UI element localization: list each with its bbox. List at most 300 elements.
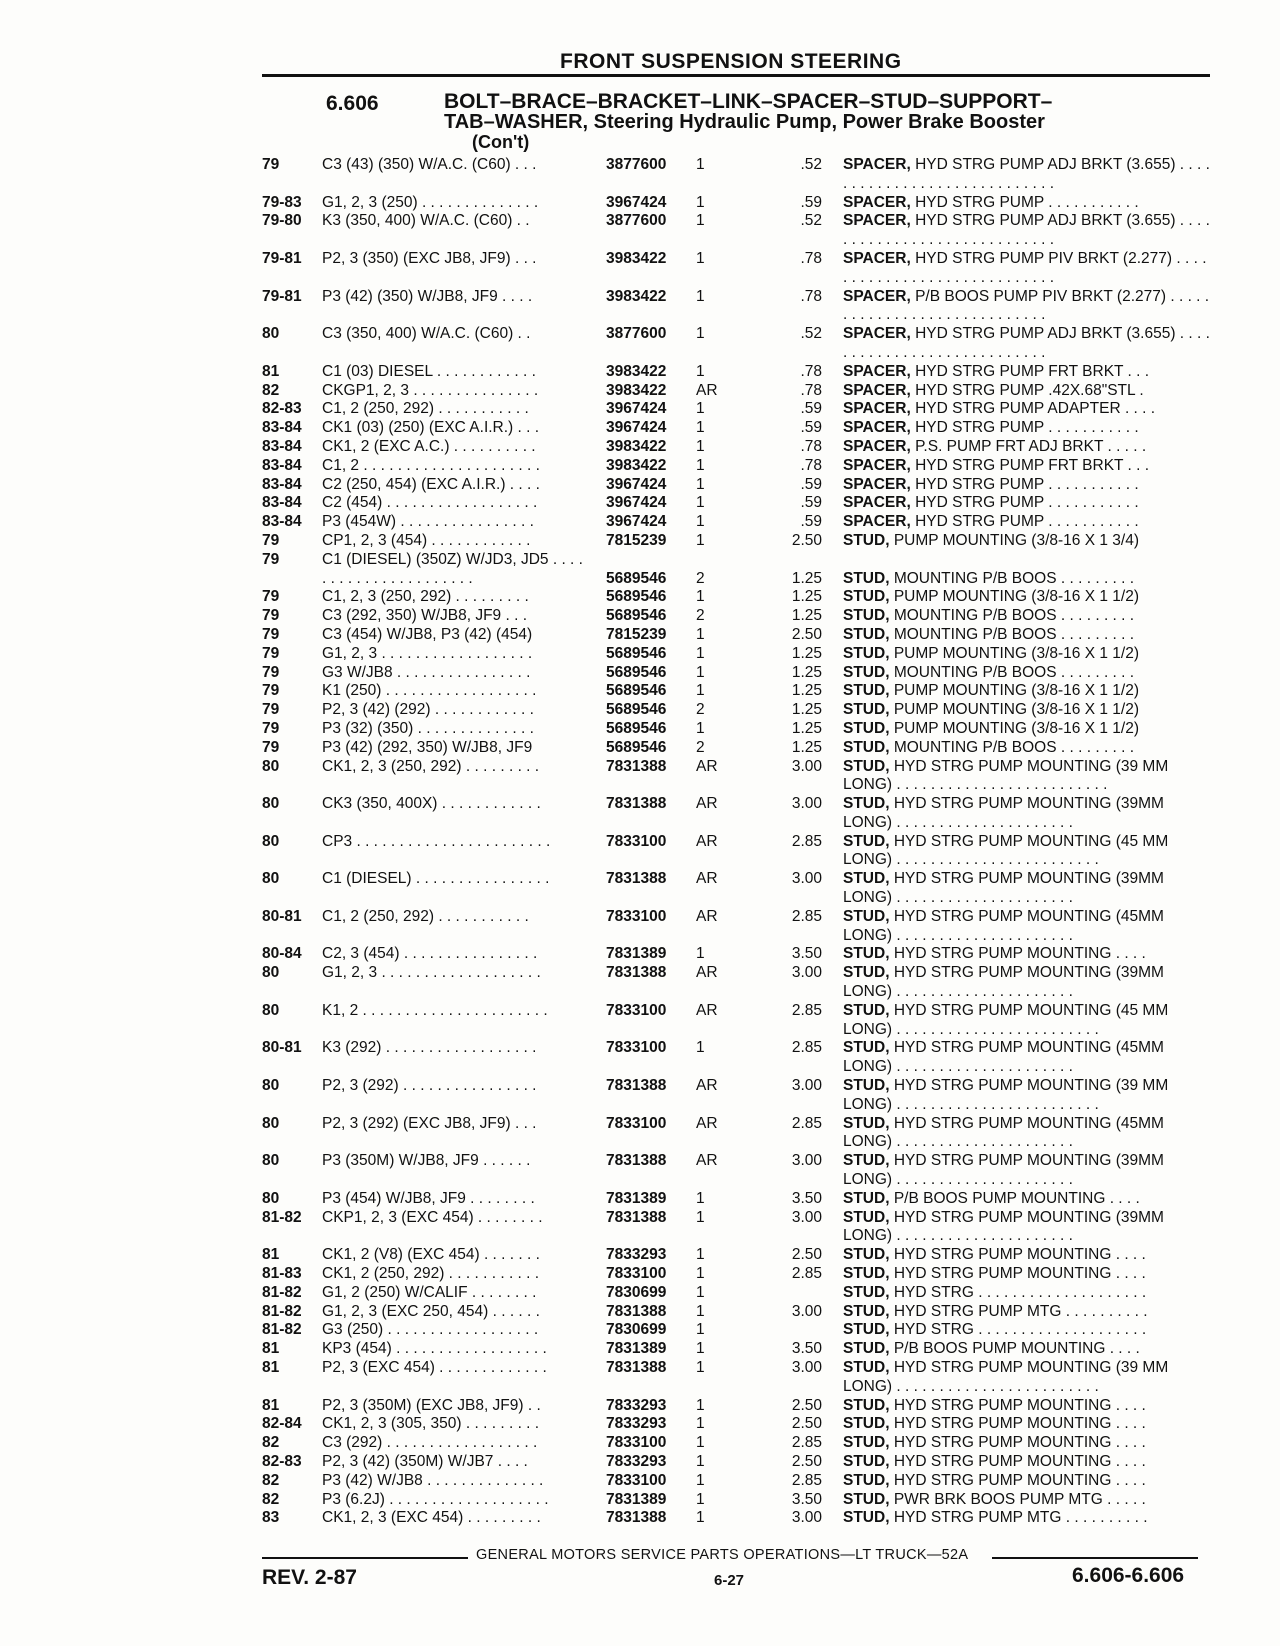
page-title: FRONT SUSPENSION STEERING <box>560 50 902 73</box>
row-part-number: 5689546 <box>606 644 667 662</box>
row-quantity: 1 <box>696 1302 705 1320</box>
row-description <box>843 739 1211 758</box>
row-item-name: STUD, <box>843 1152 890 1170</box>
row-years: 82-84 <box>262 1415 302 1433</box>
row-description <box>843 1303 1211 1322</box>
table-row <box>0 1415 1280 1434</box>
row-price: .78 <box>800 456 822 474</box>
table-row <box>0 457 1280 476</box>
row-quantity: 1 <box>696 682 705 700</box>
section-number: 6.606 <box>326 92 379 115</box>
row-item-name: STUD, <box>843 719 890 737</box>
row-application: G3 W/JB8 . . . . . . . . . . . . . . . . <box>322 663 531 681</box>
table-row <box>0 382 1280 401</box>
row-quantity: AR <box>696 870 718 888</box>
row-part-number: 3983422 <box>606 456 667 474</box>
row-quantity: 1 <box>696 531 705 549</box>
row-item-detail: HYD STRG PUMP MOUNTING . . . . <box>893 1415 1146 1433</box>
row-description <box>843 212 1211 250</box>
row-description <box>843 1491 1211 1510</box>
row-years: 81-82 <box>262 1283 302 1301</box>
row-description <box>843 363 1211 382</box>
row-part-number: 7833100 <box>606 832 667 850</box>
section-title <box>444 92 1204 152</box>
row-quantity: AR <box>696 907 718 925</box>
table-row <box>0 1434 1280 1453</box>
row-quantity: 1 <box>696 475 705 493</box>
row-description <box>843 870 1211 908</box>
row-quantity: 1 <box>696 1189 705 1207</box>
row-description <box>843 1265 1211 1284</box>
row-item-detail: HYD STRG PUMP MOUNTING (39MM LONG) . . . . . . . . . . . . . . . . . . . . . <box>843 1152 1164 1189</box>
row-item-name: STUD, <box>843 964 890 982</box>
row-price: 2.85 <box>791 907 822 925</box>
row-description <box>843 1397 1211 1416</box>
row-price: 3.50 <box>791 945 822 963</box>
row-application: C1 (DIESEL) . . . . . . . . . . . . . . . . <box>322 870 550 888</box>
row-item-detail: HYD STRG PUMP PIV BRKT (2.277) . . . . . . . . . . . . . . . . . . . . . . . . . . . . . <box>843 249 1207 286</box>
row-quantity: 1 <box>696 719 705 737</box>
row-description <box>843 1340 1211 1359</box>
row-part-number: 3967424 <box>606 419 667 437</box>
row-price: 2.50 <box>791 625 822 643</box>
row-price: 3.00 <box>791 1302 822 1320</box>
table-row <box>0 1340 1280 1359</box>
row-description <box>843 682 1211 701</box>
row-years: 79 <box>262 719 280 737</box>
row-item-detail: P.S. PUMP FRT ADJ BRKT . . . . . <box>915 437 1147 455</box>
row-item-name: STUD, <box>843 1039 890 1057</box>
row-quantity: 2 <box>696 738 705 756</box>
row-price: 1.25 <box>791 644 822 662</box>
footer-publisher: GENERAL MOTORS SERVICE PARTS OPERATIONS—LT TRUCK—52A <box>476 1547 969 1563</box>
row-item-name: STUD, <box>843 701 890 719</box>
row-quantity: 1 <box>696 437 705 455</box>
table-row <box>0 1359 1280 1397</box>
row-application: K3 (292) . . . . . . . . . . . . . . . . . . <box>322 1039 537 1057</box>
row-application: C1, 2 (250, 292) . . . . . . . . . . . <box>322 400 529 418</box>
row-item-name: STUD, <box>843 1452 890 1470</box>
row-years: 80 <box>262 832 280 850</box>
row-item-detail: PUMP MOUNTING (3/8-16 X 1 1/2) <box>893 719 1140 737</box>
row-price: 2.50 <box>791 1246 822 1264</box>
row-item-name: STUD, <box>843 588 890 606</box>
row-part-number: 7831388 <box>606 870 667 888</box>
row-item-name: SPACER, <box>843 325 911 343</box>
row-description <box>843 1152 1211 1190</box>
table-row <box>0 513 1280 532</box>
table-row <box>0 194 1280 213</box>
row-item-detail: HYD STRG PUMP FRT BRKT . . . <box>915 362 1150 380</box>
row-description <box>843 513 1211 532</box>
row-application: C2 (250, 454) (EXC A.I.R.) . . . . <box>322 475 540 493</box>
row-price: 2.85 <box>791 832 822 850</box>
row-application: C3 (43) (350) W/A.C. (C60) . . . <box>322 156 537 173</box>
row-item-detail: HYD STRG PUMP ADAPTER . . . . <box>915 400 1156 418</box>
table-row <box>0 438 1280 457</box>
row-application: CK1, 2 (V8) (EXC 454) . . . . . . . <box>322 1246 540 1264</box>
row-description <box>843 1509 1211 1528</box>
row-part-number: 7831389 <box>606 1189 667 1207</box>
row-quantity: AR <box>696 1152 718 1170</box>
row-application: K1 (250) . . . . . . . . . . . . . . . . . . <box>322 682 537 700</box>
row-description <box>843 400 1211 419</box>
row-item-name: STUD, <box>843 1246 890 1264</box>
row-item-name: SPACER, <box>843 419 911 437</box>
row-part-number: 3877600 <box>606 325 667 343</box>
row-description <box>843 758 1211 796</box>
table-row <box>0 419 1280 438</box>
row-quantity: 1 <box>696 1246 705 1264</box>
table-row <box>0 1077 1280 1115</box>
row-price: 2.85 <box>791 1434 822 1452</box>
row-item-name: STUD, <box>843 1077 890 1095</box>
row-part-number: 7831388 <box>606 1208 667 1226</box>
row-price: 3.50 <box>791 1340 822 1358</box>
row-price: 3.00 <box>791 1509 822 1527</box>
row-part-number: 7831389 <box>606 945 667 963</box>
row-quantity: AR <box>696 1001 718 1019</box>
table-row <box>0 156 1280 194</box>
row-price: .78 <box>800 287 822 305</box>
row-application: CK1, 2, 3 (EXC 454) . . . . . . . . . <box>322 1509 541 1527</box>
row-item-detail: PUMP MOUNTING (3/8-16 X 1 3/4) <box>893 531 1140 549</box>
table-row <box>0 1209 1280 1247</box>
row-item-detail: HYD STRG PUMP MOUNTING (39 MM LONG) . . . . . . . . . . . . . . . . . . . . . . . . . <box>843 757 1169 794</box>
row-quantity: 1 <box>696 1283 705 1301</box>
row-quantity: 1 <box>696 513 705 531</box>
row-part-number: 5689546 <box>606 569 667 587</box>
row-part-number: 7833100 <box>606 1434 667 1452</box>
row-price: .59 <box>800 400 822 418</box>
row-application: P3 (454W) . . . . . . . . . . . . . . . . <box>322 513 534 531</box>
row-years: 83-84 <box>262 437 302 455</box>
row-years: 79-81 <box>262 287 302 305</box>
row-quantity: 1 <box>696 325 705 343</box>
table-row <box>0 626 1280 645</box>
row-years: 80 <box>262 1001 280 1019</box>
row-item-detail: HYD STRG . . . . . . . . . . . . . . . . . . . . <box>893 1283 1147 1301</box>
row-part-number: 7833100 <box>606 1114 667 1132</box>
row-description <box>843 1359 1211 1397</box>
row-part-number: 5689546 <box>606 738 667 756</box>
row-part-number: 7833293 <box>606 1415 667 1433</box>
row-item-detail: HYD STRG PUMP . . . . . . . . . . . <box>915 494 1139 512</box>
row-quantity: 1 <box>696 212 705 230</box>
table-row <box>0 250 1280 288</box>
table-row <box>0 494 1280 513</box>
row-part-number: 3967424 <box>606 400 667 418</box>
table-row <box>0 758 1280 796</box>
table-row <box>0 1397 1280 1416</box>
row-item-detail: HYD STRG PUMP MOUNTING . . . . <box>893 1246 1146 1264</box>
row-part-number: 5689546 <box>606 682 667 700</box>
row-years: 80 <box>262 325 280 343</box>
row-price: .78 <box>800 381 822 399</box>
row-item-name: STUD, <box>843 1321 890 1339</box>
row-item-name: STUD, <box>843 625 890 643</box>
row-part-number: 5689546 <box>606 663 667 681</box>
row-price: 2.85 <box>791 1114 822 1132</box>
row-years: 80 <box>262 1189 280 1207</box>
row-price: 3.00 <box>791 795 822 813</box>
row-description <box>843 1115 1211 1153</box>
row-quantity: AR <box>696 381 718 399</box>
row-price: 2.50 <box>791 1452 822 1470</box>
row-price: 3.00 <box>791 1152 822 1170</box>
row-item-detail: HYD STRG PUMP . . . . . . . . . . . <box>915 475 1139 493</box>
row-part-number: 7830699 <box>606 1283 667 1301</box>
section-title-line3: (Con't) <box>472 132 530 152</box>
row-item-name: STUD, <box>843 1283 890 1301</box>
row-description <box>843 908 1211 946</box>
row-part-number: 3983422 <box>606 362 667 380</box>
row-quantity: 1 <box>696 156 705 173</box>
row-application: G3 (250) . . . . . . . . . . . . . . . . . . <box>322 1321 539 1339</box>
row-quantity: 1 <box>696 1509 705 1527</box>
row-item-name: SPACER, <box>843 249 911 267</box>
row-description <box>843 1284 1211 1303</box>
table-row <box>0 1190 1280 1209</box>
table-row <box>0 870 1280 908</box>
row-description <box>843 1209 1211 1247</box>
table-row <box>0 664 1280 683</box>
row-quantity: 1 <box>696 945 705 963</box>
section-title-line1: BOLT–BRACE–BRACKET–LINK–SPACER–STUD–SUPPORT– <box>444 90 1053 113</box>
row-price: 2.50 <box>791 1415 822 1433</box>
row-part-number: 5689546 <box>606 701 667 719</box>
row-years: 80 <box>262 1077 280 1095</box>
row-item-detail: MOUNTING P/B BOOS . . . . . . . . . <box>893 663 1135 681</box>
row-application: P3 (454) W/JB8, JF9 . . . . . . . . <box>322 1189 535 1207</box>
row-application: C2, 3 (454) . . . . . . . . . . . . . . . . <box>322 945 538 963</box>
row-item-detail: HYD STRG PUMP MOUNTING (45 MM LONG) . . . . . . . . . . . . . . . . . . . . . . . . <box>843 1001 1169 1038</box>
row-quantity: 1 <box>696 1265 705 1283</box>
row-item-name: SPACER, <box>843 494 911 512</box>
row-years: 80 <box>262 964 280 982</box>
row-item-detail: PWR BRK BOOS PUMP MTG . . . . . <box>893 1490 1146 1508</box>
row-price: 3.00 <box>791 870 822 888</box>
row-years: 80 <box>262 795 280 813</box>
row-description <box>843 720 1211 739</box>
row-item-name: SPACER, <box>843 475 911 493</box>
table-row <box>0 1115 1280 1153</box>
table-row <box>0 720 1280 739</box>
row-quantity: 1 <box>696 1340 705 1358</box>
row-description <box>843 1434 1211 1453</box>
row-description <box>843 570 1211 589</box>
row-item-name: STUD, <box>843 870 890 888</box>
row-item-detail: MOUNTING P/B BOOS . . . . . . . . . <box>893 625 1135 643</box>
row-description <box>843 833 1211 871</box>
row-item-name: STUD, <box>843 1434 890 1452</box>
row-item-detail: HYD STRG PUMP MOUNTING . . . . <box>893 1471 1146 1489</box>
row-years: 79 <box>262 625 280 643</box>
row-price: 1.25 <box>791 738 822 756</box>
table-row <box>0 1491 1280 1510</box>
row-part-number: 7831388 <box>606 1359 667 1376</box>
row-application: P3 (42) W/JB8 . . . . . . . . . . . . . . <box>322 1471 544 1489</box>
row-years: 83 <box>262 1509 280 1527</box>
table-row <box>0 1002 1280 1040</box>
row-description <box>843 382 1211 401</box>
row-part-number: 7831388 <box>606 1509 667 1527</box>
row-quantity: 1 <box>696 456 705 474</box>
row-years: 83-84 <box>262 475 302 493</box>
row-item-name: SPACER, <box>843 456 911 474</box>
row-quantity: AR <box>696 1114 718 1132</box>
row-price: 2.50 <box>791 1396 822 1414</box>
table-row <box>0 325 1280 363</box>
row-item-detail: HYD STRG PUMP ADJ BRKT (3.655) . . . . . . . . . . . . . . . . . . . . . . . . . . . . <box>843 325 1210 361</box>
row-item-name: SPACER, <box>843 287 911 305</box>
row-item-detail: HYD STRG PUMP . . . . . . . . . . . <box>915 193 1139 211</box>
row-description <box>843 457 1211 476</box>
row-application: C1, 2, 3 (250, 292) . . . . . . . . . <box>322 588 529 606</box>
row-item-name: STUD, <box>843 1490 890 1508</box>
row-item-name: STUD, <box>843 644 890 662</box>
row-part-number: 7833293 <box>606 1452 667 1470</box>
row-part-number: 7833100 <box>606 1471 667 1489</box>
row-application: G1, 2 (250) W/CALIF . . . . . . . . <box>322 1283 537 1301</box>
row-application: K3 (350, 400) W/A.C. (C60) . . <box>322 212 530 230</box>
row-application: CK1, 2, 3 (305, 350) . . . . . . . . . <box>322 1415 540 1433</box>
row-price: .52 <box>800 325 822 343</box>
row-application: CP3 . . . . . . . . . . . . . . . . . . . . . . . <box>322 832 551 850</box>
row-part-number: 7833100 <box>606 1039 667 1057</box>
row-item-detail: MOUNTING P/B BOOS . . . . . . . . . <box>893 738 1135 756</box>
row-years: 81 <box>262 362 280 380</box>
row-item-name: SPACER, <box>843 156 911 173</box>
row-item-name: SPACER, <box>843 400 911 418</box>
row-part-number: 7833100 <box>606 1001 667 1019</box>
row-price: 1.25 <box>791 588 822 606</box>
row-quantity: 1 <box>696 494 705 512</box>
table-row <box>0 1509 1280 1528</box>
row-application: P2, 3 (292) . . . . . . . . . . . . . . . . <box>322 1077 537 1095</box>
row-part-number: 7831388 <box>606 964 667 982</box>
row-application: P3 (6.2J) . . . . . . . . . . . . . . . . . . . <box>322 1490 549 1508</box>
row-application: P3 (42) (292, 350) W/JB8, JF9 <box>322 738 533 756</box>
table-row <box>0 1152 1280 1190</box>
table-row <box>0 833 1280 871</box>
row-item-name: STUD, <box>843 1359 890 1376</box>
row-item-name: STUD, <box>843 832 890 850</box>
row-item-detail: PUMP MOUNTING (3/8-16 X 1 1/2) <box>893 644 1140 662</box>
row-item-detail: HYD STRG PUMP MOUNTING (45MM LONG) . . . . . . . . . . . . . . . . . . . . . <box>843 907 1164 944</box>
row-years: 79 <box>262 682 280 700</box>
row-quantity: 1 <box>696 1452 705 1470</box>
row-item-detail: PUMP MOUNTING (3/8-16 X 1 1/2) <box>893 682 1140 700</box>
row-part-number: 5689546 <box>606 719 667 737</box>
row-years: 82 <box>262 1490 280 1508</box>
row-description <box>843 494 1211 513</box>
row-part-number: 3967424 <box>606 475 667 493</box>
row-years: 80 <box>262 1152 280 1170</box>
row-description <box>843 607 1211 626</box>
row-part-number: 7831388 <box>606 1302 667 1320</box>
row-description <box>843 325 1211 363</box>
row-price: 1.25 <box>791 682 822 700</box>
row-item-detail: HYD STRG PUMP .42X.68"STL . <box>915 381 1144 399</box>
row-quantity: 1 <box>696 1039 705 1057</box>
row-application: C3 (350, 400) W/A.C. (C60) . . <box>322 325 531 343</box>
row-part-number: 7833100 <box>606 1265 667 1283</box>
row-part-number: 7833100 <box>606 907 667 925</box>
row-part-number: 3983422 <box>606 381 667 399</box>
row-years: 80-81 <box>262 907 302 925</box>
table-row <box>0 945 1280 964</box>
row-years: 83-84 <box>262 419 302 437</box>
row-application: P3 (350M) W/JB8, JF9 . . . . . . <box>322 1152 531 1170</box>
row-quantity: 1 <box>696 193 705 211</box>
row-application: CK1, 2 (250, 292) . . . . . . . . . . . <box>322 1265 540 1283</box>
row-application: CKGP1, 2, 3 . . . . . . . . . . . . . . . <box>322 381 539 399</box>
row-item-name: SPACER, <box>843 212 911 230</box>
table-row <box>0 1265 1280 1284</box>
row-application: P2, 3 (42) (292) . . . . . . . . . . . . <box>322 701 534 719</box>
row-years: 79-80 <box>262 212 302 230</box>
row-quantity: 1 <box>696 1415 705 1433</box>
table-row <box>0 795 1280 833</box>
row-price: .78 <box>800 362 822 380</box>
row-item-name: STUD, <box>843 907 890 925</box>
revision-label: REV. 2-87 <box>262 1566 357 1589</box>
table-row <box>0 701 1280 720</box>
row-years: 82-83 <box>262 400 302 418</box>
top-rule <box>262 74 1210 77</box>
row-years: 80 <box>262 757 280 775</box>
table-row <box>0 739 1280 758</box>
footer-rule-left <box>262 1557 468 1559</box>
row-part-number: 7830699 <box>606 1321 667 1339</box>
row-quantity: 1 <box>696 1490 705 1508</box>
row-quantity: 1 <box>696 1434 705 1452</box>
row-part-number: 3967424 <box>606 513 667 531</box>
row-price: 3.00 <box>791 1359 822 1376</box>
row-price: .59 <box>800 513 822 531</box>
row-item-name: STUD, <box>843 663 890 681</box>
row-item-detail: HYD STRG PUMP MOUNTING . . . . <box>893 1434 1146 1452</box>
row-price: 1.25 <box>791 663 822 681</box>
table-row <box>0 645 1280 664</box>
row-item-name: STUD, <box>843 531 890 549</box>
row-item-name: STUD, <box>843 569 890 587</box>
row-part-number: 7831388 <box>606 1152 667 1170</box>
row-item-detail: HYD STRG PUMP MOUNTING (45 MM LONG) . . . . . . . . . . . . . . . . . . . . . . . . <box>843 832 1169 869</box>
row-price: 1.25 <box>791 569 822 587</box>
parts-table <box>0 156 1280 1528</box>
row-price: 3.50 <box>791 1490 822 1508</box>
row-part-number: 3967424 <box>606 193 667 211</box>
row-quantity: 1 <box>696 1208 705 1226</box>
row-price: 2.85 <box>791 1039 822 1057</box>
row-years: 81 <box>262 1359 280 1376</box>
row-item-name: STUD, <box>843 1265 890 1283</box>
row-quantity: 1 <box>696 644 705 662</box>
row-quantity: 1 <box>696 625 705 643</box>
row-years: 83-84 <box>262 513 302 531</box>
row-item-detail: HYD STRG PUMP FRT BRKT . . . <box>915 456 1150 474</box>
row-application: P2, 3 (292) (EXC JB8, JF9) . . . <box>322 1114 537 1132</box>
row-application: G1, 2, 3 . . . . . . . . . . . . . . . . . . <box>322 644 533 662</box>
row-application: P3 (42) (350) W/JB8, JF9 . . . . <box>322 287 533 305</box>
row-quantity: 2 <box>696 607 705 625</box>
section-range: 6.606-6.606 <box>1072 1564 1185 1587</box>
row-quantity: 1 <box>696 663 705 681</box>
row-item-name: STUD, <box>843 945 890 963</box>
row-price: 2.85 <box>791 1265 822 1283</box>
